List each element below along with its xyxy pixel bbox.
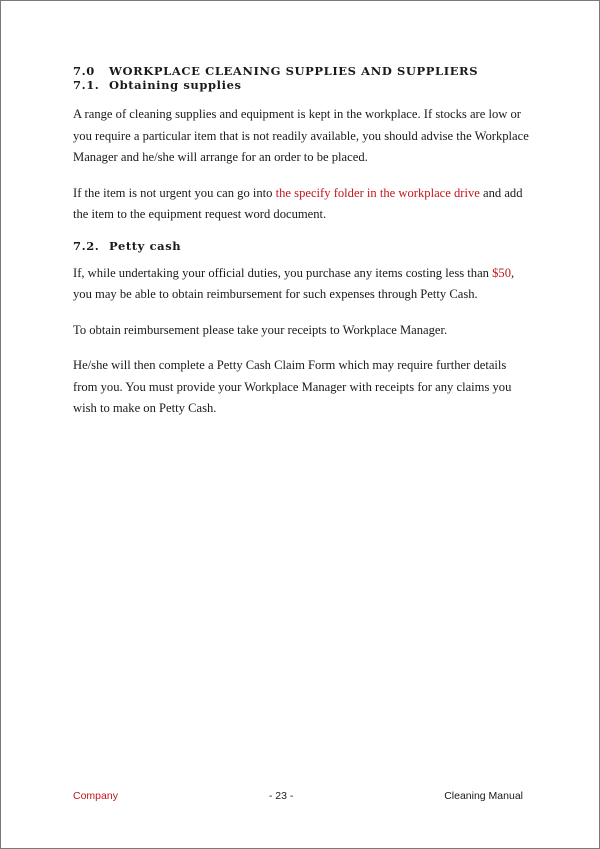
footer-document-title: Cleaning Manual xyxy=(444,790,523,802)
page-footer xyxy=(73,790,523,802)
section-title: WORKPLACE CLEANING SUPPLIES AND SUPPLIERS xyxy=(109,64,479,78)
folder-link[interactable]: the specify folder in the workplace drive xyxy=(275,185,480,200)
paragraph-text: If, while undertaking your official duties, you purchase any items costing less than xyxy=(73,265,493,280)
paragraph-supplies-range: A range of cleaning supplies and equipment is kept in the workplace. If stocks are low or you require a particular item that is not readily available, you should advise the Workplace Manager and he/she will arrange for an order to be placed. xyxy=(73,107,529,164)
paragraph-text: , you may be able to obtain reimbursement for such expenses through Petty Cash. xyxy=(73,265,515,301)
subsection-title: Obtaining supplies xyxy=(109,78,242,92)
subsection-number: 7.2. xyxy=(73,238,100,253)
footer-page-number: - 23 - xyxy=(268,790,294,802)
subsection-number: 7.1. xyxy=(73,78,100,92)
section-heading xyxy=(73,64,533,78)
section-number: 7.0 xyxy=(73,64,95,78)
paragraph-not-urgent xyxy=(73,183,533,226)
paragraph-text: and add the item to the equipment request word document. xyxy=(73,185,523,221)
paragraph-claim-form: He/she will then complete a Petty Cash Claim Form which may require further details from you. You must provide your Workplace Manager with receipts for any claims you wish to make on Petty Cash. xyxy=(73,358,512,415)
subsection-heading-obtaining-supplies xyxy=(73,78,533,92)
subsection-heading-petty-cash xyxy=(73,239,533,253)
subsection-title: Petty cash xyxy=(109,238,182,253)
paragraph-reimbursement: To obtain reimbursement please take your receipts to Workplace Manager. xyxy=(73,322,448,337)
paragraph-text: If the item is not urgent you can go into xyxy=(73,185,276,200)
footer-company: Company xyxy=(73,790,118,802)
amount-highlight: $50 xyxy=(492,265,512,280)
page-content xyxy=(73,64,533,420)
paragraph-petty-cash-intro xyxy=(73,263,533,306)
